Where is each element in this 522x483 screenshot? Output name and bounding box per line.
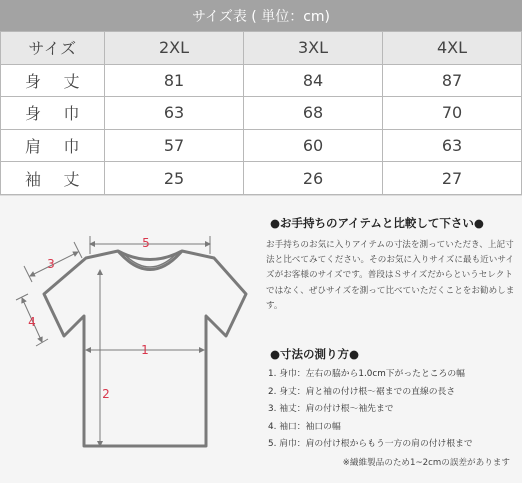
table-cell: 27 bbox=[383, 162, 522, 195]
label-2: 2 bbox=[102, 387, 110, 401]
table-cell: 25 bbox=[105, 162, 244, 195]
table-row bbox=[1, 129, 522, 162]
compare-text: お手持ちのお気に入りアイテムの寸法を測っていただき、上記寸法と比べてみてください。そのお気に入りサイズに最も近いサイズがお客様のサイズです。普段はＳサイズだからというセレクトではなく、ぜひサイズを測って比べていただくことをお勧めします。 bbox=[266, 240, 515, 311]
table-cell: 70 bbox=[383, 97, 522, 130]
table-cell: 84 bbox=[244, 64, 383, 97]
label-5: 5 bbox=[142, 236, 150, 250]
table-row bbox=[1, 64, 522, 97]
table-cell: 60 bbox=[244, 129, 383, 162]
table-cell: 63 bbox=[105, 97, 244, 130]
measurement-guide bbox=[0, 195, 522, 483]
header-3xl: 3XL bbox=[244, 32, 383, 65]
table-cell: 68 bbox=[244, 97, 383, 130]
table-cell: 87 bbox=[383, 64, 522, 97]
table-cell: 63 bbox=[383, 129, 522, 162]
measure-heading: ●寸法の測り方● bbox=[270, 347, 360, 361]
header-size: サイズ bbox=[1, 32, 105, 65]
size-table bbox=[0, 31, 522, 195]
row-label-body-width: 身 巾 bbox=[1, 97, 105, 130]
list-item: 4. 袖口：袖口の幅 bbox=[268, 421, 341, 432]
list-item: 3. 袖丈：肩の付け根〜袖先まで bbox=[268, 404, 394, 415]
row-label-shoulder-width: 肩 巾 bbox=[1, 129, 105, 162]
table-row bbox=[1, 162, 522, 195]
header-4xl: 4XL bbox=[383, 32, 522, 65]
label-1: 1 bbox=[141, 343, 149, 357]
table-cell: 81 bbox=[105, 64, 244, 97]
table-cell: 57 bbox=[105, 129, 244, 162]
row-label-sleeve-length: 袖 丈 bbox=[1, 162, 105, 195]
measure-steps bbox=[268, 366, 520, 454]
table-cell: 26 bbox=[244, 162, 383, 195]
row-label-body-length: 身 丈 bbox=[1, 64, 105, 97]
table-header-row bbox=[1, 32, 522, 65]
tolerance-note: ※繊維製品のため1~2cmの誤差があります bbox=[342, 458, 510, 468]
header-2xl: 2XL bbox=[105, 32, 244, 65]
table-row bbox=[1, 97, 522, 130]
label-3: 3 bbox=[47, 257, 55, 271]
size-table-title: サイズ表 ( 単位：cm) bbox=[0, 0, 522, 31]
list-item: 2. 身丈：肩と袖の付け根〜裾までの直線の長さ bbox=[268, 386, 456, 397]
list-item: 1. 身巾：左右の脇から1.0cm下がったところの幅 bbox=[268, 369, 465, 379]
list-item: 5. 肩巾：肩の付け根からもう一方の肩の付け根まで bbox=[268, 439, 473, 450]
compare-heading: ●お手持ちのアイテムと比較して下さい● bbox=[270, 216, 484, 230]
label-4: 4 bbox=[28, 315, 36, 329]
tshirt-diagram bbox=[0, 196, 260, 483]
